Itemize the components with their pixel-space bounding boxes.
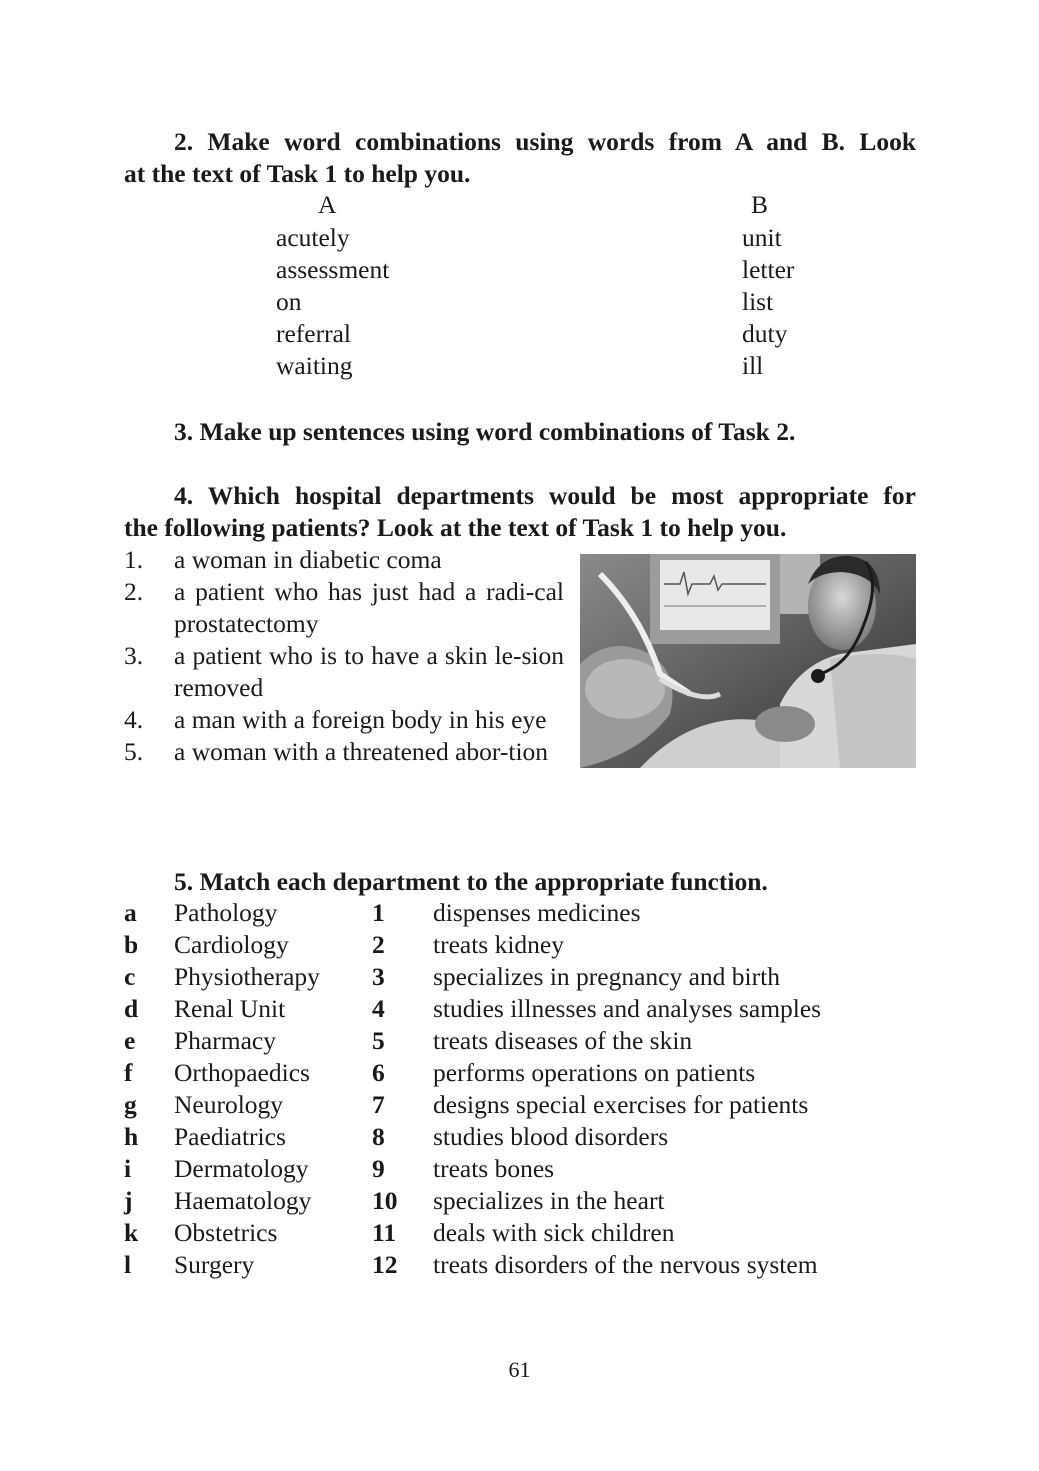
table-row — [124, 1185, 924, 1217]
list-item-text: a man with a foreign body in his eye — [174, 705, 547, 734]
table-row — [124, 1057, 924, 1089]
function-number: 6 — [372, 1058, 385, 1087]
function-text: performs operations on patients — [433, 1058, 756, 1087]
function-number: 5 — [372, 1026, 385, 1055]
list-item — [124, 640, 564, 704]
task2-heading-line2: at the text of Task 1 to help you. — [124, 159, 471, 188]
department-name: Pathology — [174, 898, 278, 927]
column-b-list — [742, 222, 794, 382]
row-letter: j — [124, 1186, 133, 1215]
row-letter: d — [124, 994, 139, 1023]
function-text: designs special exercises for patients — [433, 1090, 809, 1119]
list-item — [124, 704, 564, 736]
row-letter: h — [124, 1122, 139, 1151]
task4-heading — [124, 480, 916, 544]
list-item-text: a woman with a threatened abor-tion — [174, 737, 549, 766]
column-a-item: referral — [276, 319, 352, 348]
function-text: specializes in pregnancy and birth — [433, 962, 780, 991]
patient-list — [124, 544, 564, 768]
row-letter: a — [124, 898, 137, 927]
list-item-text: a woman in diabetic coma — [174, 545, 442, 574]
table-row — [124, 1089, 924, 1121]
table-row — [124, 1025, 924, 1057]
department-name: Surgery — [174, 1250, 255, 1279]
function-number: 1 — [372, 898, 385, 927]
function-number: 11 — [372, 1218, 397, 1247]
function-text: treats diseases of the skin — [433, 1026, 693, 1055]
function-text: treats kidney — [433, 930, 564, 959]
function-text: studies blood disorders — [433, 1122, 669, 1151]
list-item-text: a patient who has just had a radi-cal prostatectomy — [174, 577, 564, 638]
column-a-item: on — [276, 287, 302, 316]
column-a-item: assessment — [276, 255, 390, 284]
department-name: Renal Unit — [174, 994, 286, 1023]
table-row — [124, 1153, 924, 1185]
table-row — [124, 1121, 924, 1153]
column-b-header: B — [751, 190, 769, 219]
function-number: 12 — [372, 1250, 398, 1279]
row-letter: b — [124, 930, 139, 959]
list-item — [124, 576, 564, 640]
task4-heading-line1: 4. Which hospital departments would be most appropriate for — [174, 481, 916, 510]
task2-heading-line1: 2. Make word combinations using words from A and B. Look — [174, 127, 916, 156]
department-name: Haematology — [174, 1186, 312, 1215]
department-name: Paediatrics — [174, 1122, 286, 1151]
row-letter: f — [124, 1058, 133, 1087]
row-letter: k — [124, 1218, 139, 1247]
column-b-item: ill — [742, 351, 764, 380]
column-a-item: acutely — [276, 223, 350, 252]
function-number: 4 — [372, 994, 385, 1023]
page-number: 61 — [508, 1357, 531, 1382]
column-b-item: letter — [742, 255, 795, 284]
table-row — [124, 961, 924, 993]
doctor-patient-photo — [580, 554, 916, 768]
list-item-number: 5. — [124, 737, 144, 766]
function-text: dispenses medicines — [433, 898, 641, 927]
function-text: treats bones — [433, 1154, 555, 1183]
function-text: treats disorders of the nervous system — [433, 1250, 818, 1279]
task3-heading: 3. Make up sentences using word combinations of Task 2. — [174, 417, 796, 446]
department-name: Dermatology — [174, 1154, 309, 1183]
table-row — [124, 1217, 924, 1249]
list-item-number: 1. — [124, 545, 144, 574]
list-item — [124, 736, 564, 768]
column-a-list — [276, 222, 389, 382]
row-letter: g — [124, 1090, 137, 1119]
list-item-number: 4. — [124, 705, 144, 734]
department-name: Physiotherapy — [174, 962, 320, 991]
column-b-item: duty — [742, 319, 788, 348]
doctor-with-stethoscope-photo-icon — [580, 554, 916, 768]
function-text: studies illnesses and analyses samples — [433, 994, 822, 1023]
list-item-text: a patient who is to have a skin le-sion removed — [174, 641, 564, 702]
row-letter: i — [124, 1154, 132, 1183]
function-number: 3 — [372, 962, 385, 991]
function-number: 8 — [372, 1122, 385, 1151]
row-letter: c — [124, 962, 136, 991]
function-text: specializes in the heart — [433, 1186, 665, 1215]
department-name: Neurology — [174, 1090, 284, 1119]
column-b-item: unit — [742, 223, 782, 252]
task2-heading — [124, 126, 916, 190]
department-name: Cardiology — [174, 930, 289, 959]
table-row — [124, 993, 924, 1025]
table-row — [124, 1249, 924, 1281]
department-name: Orthopaedics — [174, 1058, 310, 1087]
column-b-item: list — [742, 287, 774, 316]
row-letter: l — [124, 1250, 132, 1279]
list-item-number: 3. — [124, 641, 144, 670]
row-letter: e — [124, 1026, 136, 1055]
table-row — [124, 929, 924, 961]
column-a-item: waiting — [276, 351, 353, 380]
function-number: 9 — [372, 1154, 385, 1183]
function-number: 2 — [372, 930, 385, 959]
column-a-header: A — [318, 190, 337, 219]
task5-heading: 5. Match each department to the appropriate function. — [174, 867, 768, 896]
function-text: deals with sick children — [433, 1218, 675, 1247]
department-name: Obstetrics — [174, 1218, 278, 1247]
task4-heading-line2: the following patients? Look at the text of Task 1 to help you. — [124, 513, 787, 542]
table-row — [124, 897, 924, 929]
department-name: Pharmacy — [174, 1026, 276, 1055]
function-number: 7 — [372, 1090, 385, 1119]
list-item — [124, 544, 564, 576]
list-item-number: 2. — [124, 577, 144, 606]
function-number: 10 — [372, 1186, 398, 1215]
